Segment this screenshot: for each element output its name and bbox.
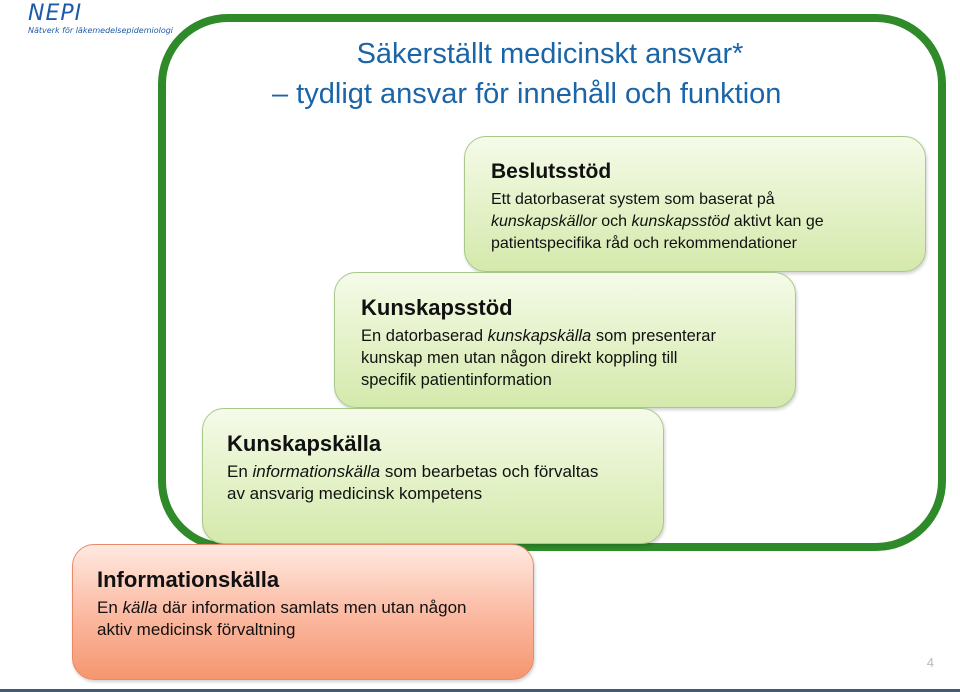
kunskapsstod-line1: [361, 325, 795, 347]
informationskalla-line1: [97, 597, 533, 619]
kunskapskalla-line1-em: informationskälla: [252, 462, 381, 481]
beslutsstod-line2-text1: och: [596, 213, 632, 230]
beslutsstod-line2-em1: kunskapskällor: [491, 213, 597, 230]
kunskapsstod-box: [334, 272, 796, 408]
kunskapskalla-line1: [227, 461, 663, 483]
kunskapskalla-heading: Kunskapskälla: [227, 431, 382, 456]
slide-title-line2: – tydligt ansvar för innehåll och funktion: [272, 78, 782, 110]
slide-title-line1: Säkerställt medicinskt ansvar*: [356, 38, 744, 70]
kunskapsstod-line1-em: kunskapskälla: [487, 327, 592, 345]
informationskalla-box: [72, 544, 534, 680]
informationskalla-line2: aktiv medicinsk förvaltning: [97, 620, 296, 639]
beslutsstod-line1: Ett datorbaserat system som baserat på: [491, 191, 775, 208]
informationskalla-line1-text2: där information samlats men utan någon: [157, 598, 467, 617]
kunskapsstod-line3: specifik patientinformation: [361, 371, 552, 389]
logo-name: NEPI: [28, 1, 83, 26]
page-number: 4: [926, 655, 934, 670]
kunskapskalla-line2: av ansvarig medicinsk kompetens: [227, 484, 483, 503]
beslutsstod-line2-em2: kunskapsstöd: [631, 213, 730, 230]
beslutsstod-heading: Beslutsstöd: [491, 160, 612, 183]
nepi-logo: [28, 2, 173, 36]
informationskalla-line1-text1: En: [97, 598, 123, 617]
kunskapskalla-box: [202, 408, 664, 544]
kunskapskalla-line1-text2: som bearbetas och förvaltas: [380, 462, 599, 481]
beslutsstod-line3: patientspecifika råd och rekommendationer: [491, 235, 797, 252]
beslutsstod-line2: [491, 211, 925, 233]
kunskapsstod-line1-text1: En datorbaserad: [361, 327, 488, 345]
kunskapsstod-line2: kunskap men utan någon direkt koppling till: [361, 349, 678, 367]
beslutsstod-box: [464, 136, 926, 272]
informationskalla-heading: Informationskälla: [97, 567, 280, 592]
kunskapskalla-line1-text1: En: [227, 462, 253, 481]
kunskapsstod-heading: Kunskapsstöd: [361, 295, 513, 320]
informationskalla-line1-em: källa: [122, 598, 158, 617]
logo-subtitle: Nätverk för läkemedelsepidemiologi: [28, 26, 174, 35]
beslutsstod-line2-text2: aktivt kan ge: [729, 213, 824, 230]
kunskapsstod-line1-text2: som presenterar: [591, 327, 716, 345]
